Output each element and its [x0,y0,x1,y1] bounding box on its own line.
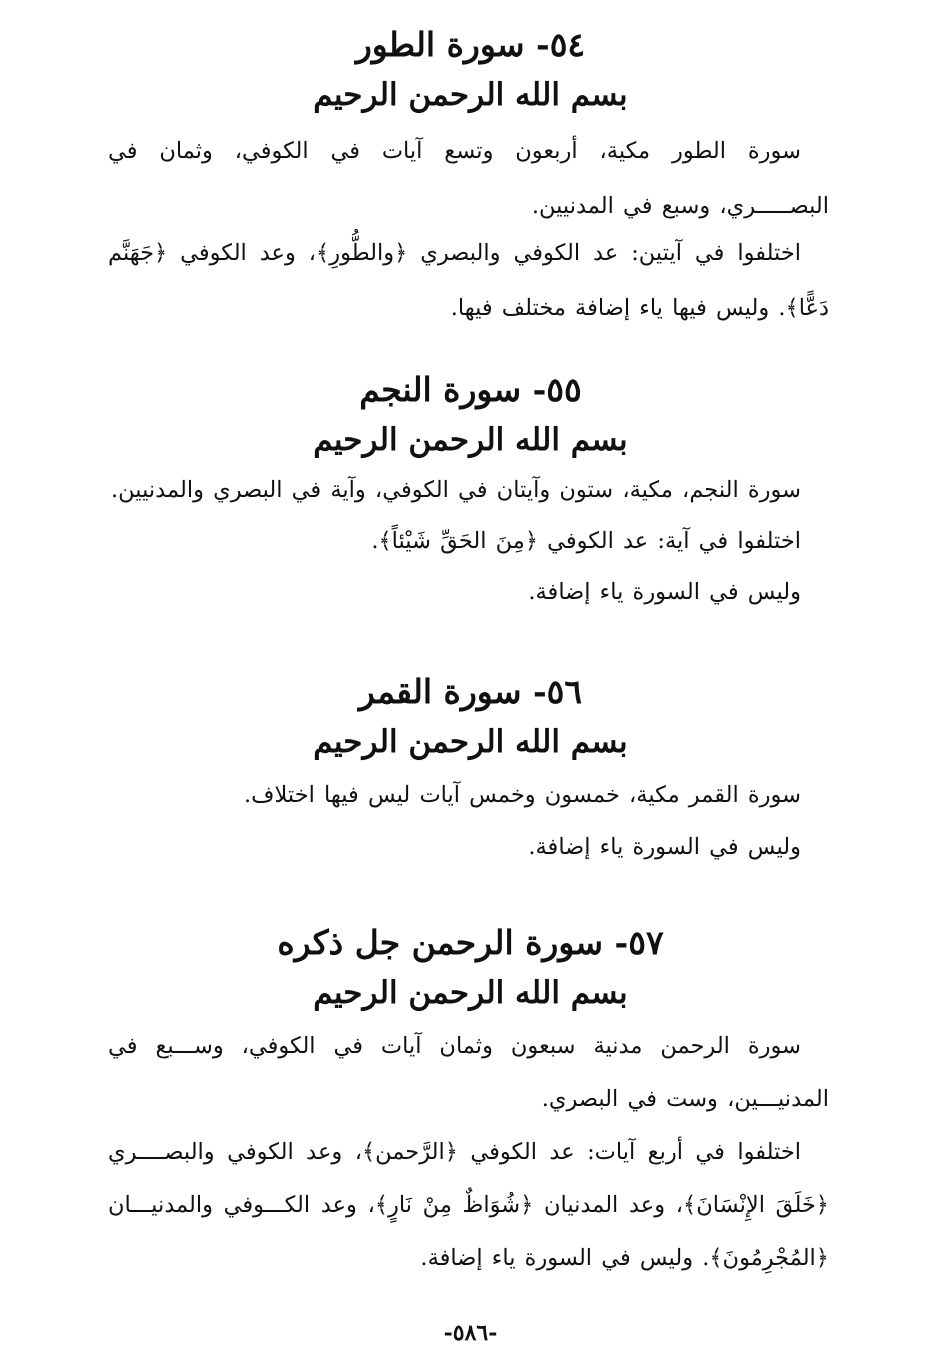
paragraph: وليس في السورة ياء إضافة. [528,834,801,860]
paragraph: وليس في السورة ياء إضافة. [528,579,801,605]
paragraph: سورة القمر مكية، خمسون وخمس آيات ليس فيها اختلاف. [244,782,801,808]
paragraph: اختلفوا في آيتين: عد الكوفي والبصري ﴿والطُّورِ﴾، وعد الكوفي ﴿جَهَنَّم دَعًّا﴾. وليس فيها ياء إضافة مختلف فيها. [108,240,829,321]
surah-section-qamar [0,667,941,873]
paragraph: سورة النجم، مكية، ستون وآيتان في الكوفي، وآية في البصري والمدنيين. [111,477,801,503]
surah-heading: ٥٤- سورة الطور [355,25,586,64]
paragraph: سورة الطور مكية، أربعون وتسع آيات في الكوفي، وثمان في البصـــــري، وسبع في المدنيين. [108,138,829,219]
basmala: بسم الله الرحمن الرحيم [313,422,628,458]
paragraph: اختلفوا في آية: عد الكوفي ﴿مِنَ الحَقِّ شَيْئاً﴾. [371,528,801,554]
page-number: -٥٨٦- [443,1320,498,1346]
surah-section-tur [0,20,941,336]
paragraph: سورة الرحمن مدنية سبعون وثمان آيات في الكوفي، وســـبع في المدنيـــين، وست في البصري. [108,1033,829,1112]
paragraph: اختلفوا في أربع آيات: عد الكوفي ﴿الرَّحمن﴾، وعد الكوفي والبصــــري ﴿خَلَقَ الإِنْسَانَ﴾، وعد المدنيان ﴿شُوَاظٌ مِنْ نَارٍ﴾، وعد الكـــوفي والمدنيـــان ﴿المُجْرِمُونَ﴾. وليس في السورة ياء إضافة. [108,1139,829,1271]
basmala: بسم الله الرحمن الرحيم [313,77,628,113]
surah-section-najm [0,365,941,618]
surah-section-rahman [0,918,941,1285]
surah-heading: ٥٦- سورة القمر [358,672,583,711]
surah-heading: ٥٥- سورة النجم [359,370,582,409]
basmala: بسم الله الرحمن الرحيم [313,724,628,760]
basmala: بسم الله الرحمن الرحيم [313,975,628,1011]
surah-heading: ٥٧- سورة الرحمن جل ذكره [277,923,664,962]
